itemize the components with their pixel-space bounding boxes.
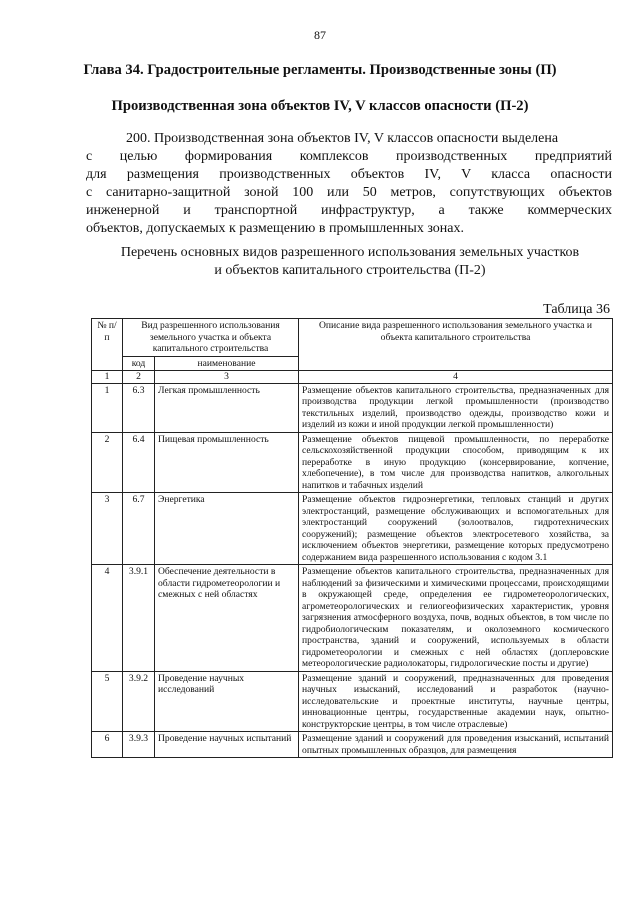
list-title [90, 244, 610, 280]
table-index-row [92, 371, 613, 384]
row-desc: Размещение зданий и сооружений для проведения изысканий, испытаний опытных промышленных образцов, для размещения [299, 732, 613, 758]
paragraph-line: инженерной и транспортной инфраструктур, а также коммерческих [86, 203, 612, 218]
table-header-row [92, 319, 613, 357]
index-cell: 2 [123, 371, 155, 384]
row-name: Пищевая промышленность [155, 432, 299, 493]
paragraph-line: объектов, допускаемых к размещению в промышленных зонах. [86, 221, 464, 236]
row-code: 3.9.1 [123, 565, 155, 672]
row-desc: Размещение объектов гидроэнергетики, тепловых станций и других электростанций, размещение обслуживающих и вспомогательных для электростанций сооружений (золоотвалов, гидротехнических сооружений); размещение объектов электросетевого хозяйства, за исключением объектов энергетики, размещение которых предусмотрено содержанием вида разрешенного использования с кодом 3.1 [299, 493, 613, 565]
row-name: Проведение научных исследований [155, 671, 299, 732]
table-row [92, 383, 613, 432]
paragraph-line: для размещения производственных объектов IV, V класса опасности [86, 167, 612, 182]
row-name: Обеспечение деятельности в области гидрометеорологии и смежных с ней областях [155, 565, 299, 672]
row-code: 6.3 [123, 383, 155, 432]
table-row [92, 671, 613, 732]
list-title-line: и объектов капитального строительства (П-2) [214, 263, 486, 278]
header-name: наименование [155, 356, 299, 371]
table-row [92, 565, 613, 672]
row-code: 6.7 [123, 493, 155, 565]
header-desc: Описание вида разрешенного использования земельного участка и объекта капитального строительства [299, 319, 613, 371]
permitted-use-table [91, 318, 613, 758]
header-num: № п/п [92, 319, 123, 371]
index-cell: 1 [92, 371, 123, 384]
zone-title: Производственная зона объектов IV, V классов опасности (П-2) [111, 98, 529, 114]
row-desc: Размещение зданий и сооружений, предназначенных для проведения научных изысканий, исследований и разработок (научно-исследовательские и проектные институты, научные центры, инновационные центры, государственные академии наук, опытно-конструкторские центры, в том числе отраслевые) [299, 671, 613, 732]
row-num: 6 [92, 732, 123, 758]
index-cell: 3 [155, 371, 299, 384]
zone-description-paragraph [86, 130, 612, 238]
row-code: 3.9.3 [123, 732, 155, 758]
row-num: 3 [92, 493, 123, 565]
table-row [92, 432, 613, 493]
index-cell: 4 [299, 371, 613, 384]
header-code: код [123, 356, 155, 371]
chapter-title: Глава 34. Градостроительные регламенты. Производственные зоны (П) [83, 62, 557, 78]
header-kind: Вид разрешенного использования земельного участка и объекта капитального строительства [123, 319, 299, 357]
row-code: 3.9.2 [123, 671, 155, 732]
row-num: 5 [92, 671, 123, 732]
table-caption: Таблица 36 [543, 302, 610, 317]
table-row [92, 493, 613, 565]
row-code: 6.4 [123, 432, 155, 493]
row-name: Легкая промышленность [155, 383, 299, 432]
paragraph-line: с санитарно-защитной зоной 100 или 50 метров, сопутствующих объектов [86, 185, 612, 200]
table-row [92, 732, 613, 758]
row-name: Проведение научных испытаний [155, 732, 299, 758]
row-desc: Размещение объектов капитального строительства, предназначенных для наблюдений за физическими и химическими процессами, происходящими в окружающей среде, определения ее гидрометеорологических, агрометеорологических и гелиогеофизических характеристик, уровня загрязнения атмосферного воздуха, почв, водных объектов, в том числе по гидробиологическим показателям, и околоземного космического пространства, зданий и сооружений, используемых в области гидрометеорологии и смежных с ней областях (доплеровские метеорологические радиолокаторы, гидрологические посты и другие) [299, 565, 613, 672]
row-num: 1 [92, 383, 123, 432]
row-name: Энергетика [155, 493, 299, 565]
paragraph-line: 200. Производственная зона объектов IV, V классов опасности выделена [126, 131, 559, 146]
row-desc: Размещение объектов капитального строительства, предназначенных для производства продукции легкой промышленности (производство текстильных изделий, производство одежды, производство кожи и изделий из кожи и иной продукции легкой промышленности) [299, 383, 613, 432]
row-desc: Размещение объектов пищевой промышленности, по переработке сельскохозяйственной продукции способом, приводящим к их переработке в иную продукцию (консервирование, копчение, хлебопечение), в том числе для производства напитков, алкогольных напитков и табачных изделий [299, 432, 613, 493]
row-num: 4 [92, 565, 123, 672]
page-number: 87 [314, 28, 326, 42]
row-num: 2 [92, 432, 123, 493]
list-title-line: Перечень основных видов разрешенного использования земельных участков [120, 245, 580, 260]
paragraph-line: с целью формирования комплексов производственных предприятий [86, 149, 612, 164]
